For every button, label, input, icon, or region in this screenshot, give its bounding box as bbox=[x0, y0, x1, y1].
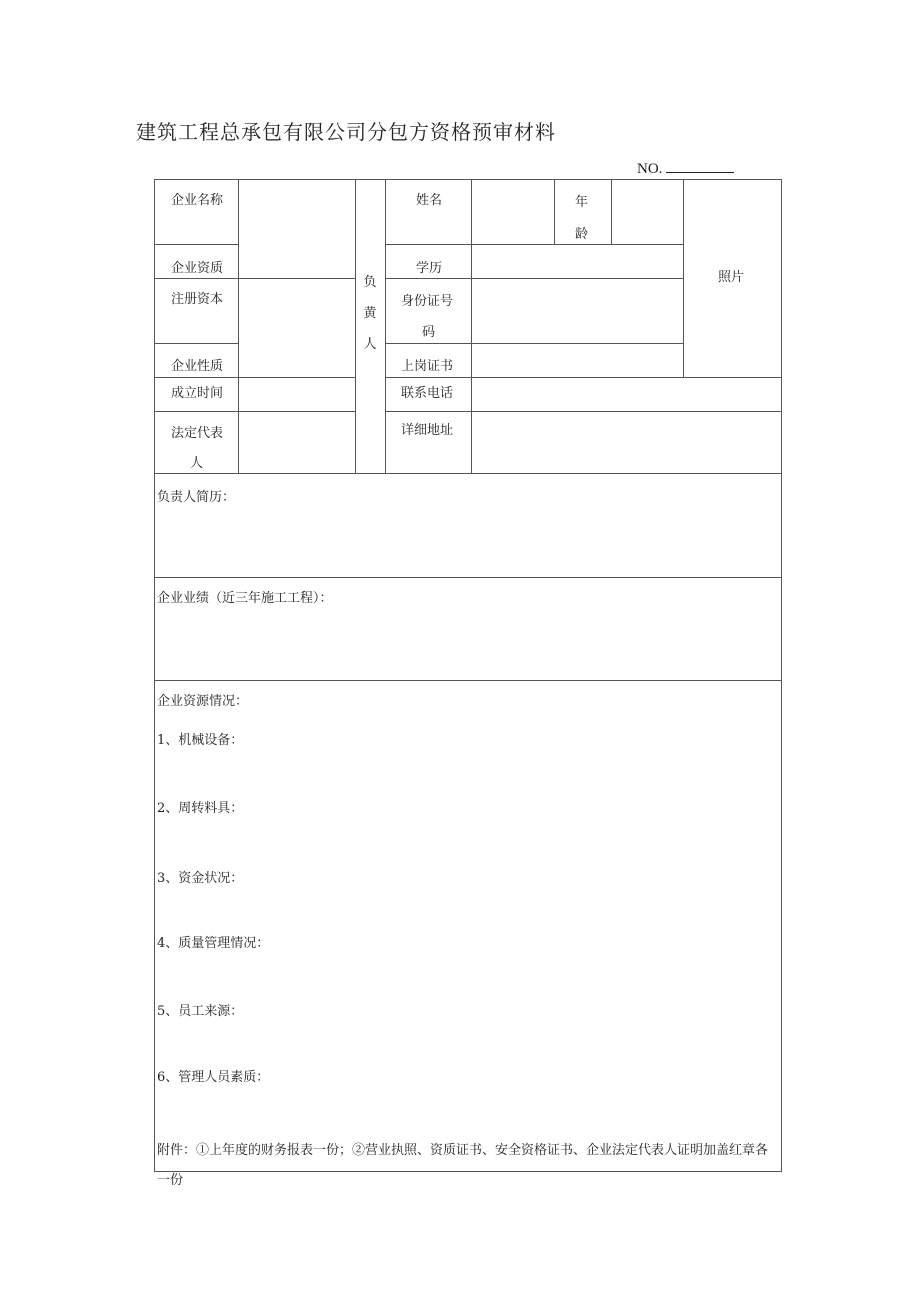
label-registered-capital: 注册资本 bbox=[171, 292, 224, 307]
label-id-number-cont: 码 bbox=[422, 325, 436, 340]
address-field[interactable] bbox=[472, 412, 781, 473]
registered-capital-field[interactable] bbox=[239, 279, 355, 377]
phone-field[interactable] bbox=[472, 378, 781, 411]
photo-box[interactable] bbox=[684, 180, 781, 377]
label-phone: 联系电话 bbox=[401, 386, 454, 401]
resource-item: 5、员工来源： bbox=[157, 1004, 244, 1019]
table-border-left bbox=[154, 179, 155, 1172]
resource-item: 4、质量管理情况： bbox=[157, 936, 270, 951]
label-nature: 企业性质 bbox=[171, 359, 224, 374]
section-performance: 企业业绩（近三年施工工程）： bbox=[157, 591, 333, 606]
label-legal-rep-cont: 人 bbox=[190, 456, 204, 471]
legal-rep-field[interactable] bbox=[239, 412, 355, 473]
table-border-right bbox=[781, 179, 782, 1172]
resource-item: 2、周转料具： bbox=[157, 801, 244, 816]
grid-line bbox=[554, 179, 555, 244]
document-title: 建筑工程总承包有限公司分包方资格预审材料 bbox=[136, 120, 556, 144]
label-established: 成立时间 bbox=[171, 386, 224, 401]
label-photo: 照片 bbox=[718, 270, 745, 285]
grid-line bbox=[385, 179, 386, 473]
label-address: 详细地址 bbox=[401, 423, 454, 438]
resource-item: 3、资金状况： bbox=[157, 871, 244, 886]
attachment-note: 附件：①上年度的财务报表一份；②营业执照、资质证书、安全资格证书、企业法定代表人证明加盖红章各一份 bbox=[157, 1143, 769, 1188]
label-responsible-char-2: 黄 bbox=[363, 306, 377, 321]
form-number-field[interactable] bbox=[666, 158, 734, 173]
label-responsible-person bbox=[360, 267, 380, 360]
label-name: 姓名 bbox=[416, 193, 443, 208]
id-number-field[interactable] bbox=[472, 279, 683, 343]
grid-line bbox=[154, 473, 782, 474]
label-post-cert: 上岗证书 bbox=[401, 359, 454, 374]
label-education: 学历 bbox=[416, 261, 443, 276]
form-number-label: NO. bbox=[637, 161, 663, 177]
section-resources: 企业资源情况： bbox=[157, 694, 249, 709]
resource-item: 1、机械设备： bbox=[157, 733, 244, 748]
label-responsible-char-1: 负 bbox=[363, 275, 377, 290]
label-age-2: 龄 bbox=[575, 227, 589, 242]
section-resume: 负责人简历： bbox=[157, 490, 236, 505]
qualification-field[interactable] bbox=[239, 245, 355, 278]
grid-line bbox=[154, 343, 238, 344]
grid-line bbox=[355, 179, 356, 473]
label-qualification: 企业资质 bbox=[171, 261, 224, 276]
established-field[interactable] bbox=[239, 378, 355, 411]
grid-line bbox=[154, 577, 782, 578]
label-id-number: 身份证号 bbox=[401, 294, 454, 309]
grid-line bbox=[154, 244, 238, 245]
label-legal-rep: 法定代表 bbox=[171, 426, 224, 441]
company-name-field[interactable] bbox=[239, 180, 355, 244]
label-age-1: 年 bbox=[575, 195, 589, 210]
name-field[interactable] bbox=[472, 180, 554, 244]
post-cert-field[interactable] bbox=[472, 344, 683, 377]
age-field[interactable] bbox=[612, 180, 683, 244]
form-number bbox=[637, 158, 734, 178]
education-field[interactable] bbox=[472, 245, 683, 278]
grid-line bbox=[154, 680, 782, 681]
label-company-name: 企业名称 bbox=[171, 193, 224, 208]
qualification-form-table bbox=[154, 179, 782, 1188]
resource-item: 6、管理人员素质： bbox=[157, 1070, 270, 1085]
label-responsible-char-3: 人 bbox=[363, 337, 377, 352]
